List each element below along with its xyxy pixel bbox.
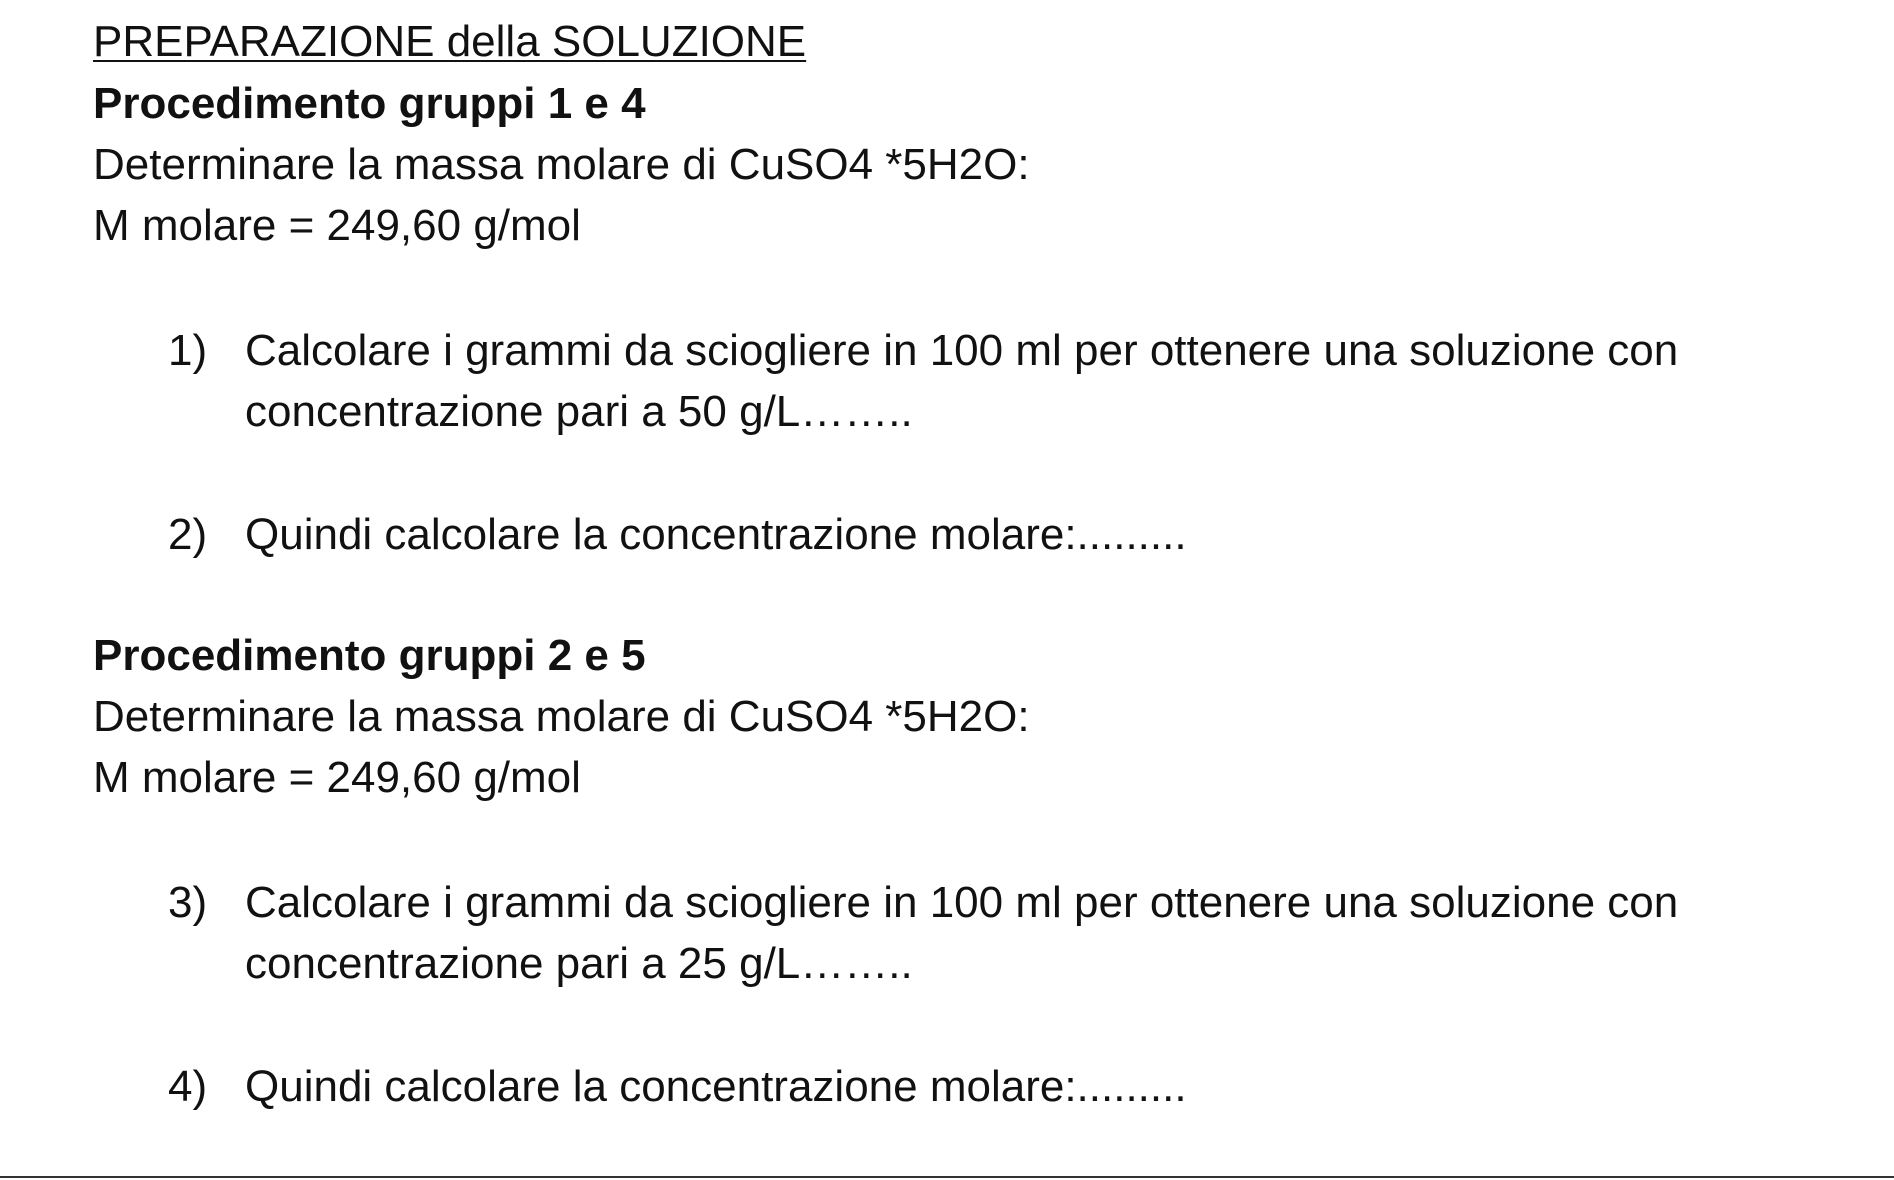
group-intro-2: Determinare la massa molare di CuSO4 *5H2O: [93,692,1030,741]
step-number: 2) [168,510,208,559]
group-intro-1: Determinare la massa molare di CuSO4 *5H2O: [93,140,1030,189]
group-heading-1: Procedimento gruppi 1 e 4 [93,79,646,128]
step-number: 3) [168,878,208,927]
step-text-line: Calcolare i grammi da sciogliere in 100 ml per ottenere una soluzione con [245,326,1679,375]
page-title: PREPARAZIONE della SOLUZIONE [93,17,807,66]
step-text [245,872,1745,994]
group-heading-2: Procedimento gruppi 2 e 5 [93,631,646,680]
molar-mass-1: M molare = 249,60 g/mol [93,201,581,250]
step-text: Quindi calcolare la concentrazione molare:......... [245,1062,1187,1111]
step-text-line: concentrazione pari a 25 g/L…….. [245,939,913,988]
step-number: 1) [168,326,208,375]
molar-mass-2: M molare = 249,60 g/mol [93,753,581,802]
bottom-divider [0,1176,1894,1178]
step-text: Quindi calcolare la concentrazione molare:......... [245,510,1187,559]
step-text-line: Calcolare i grammi da sciogliere in 100 ml per ottenere una soluzione con [245,878,1679,927]
step-text-line: concentrazione pari a 50 g/L…….. [245,387,913,436]
step-text [245,320,1745,442]
step-number: 4) [168,1062,208,1111]
